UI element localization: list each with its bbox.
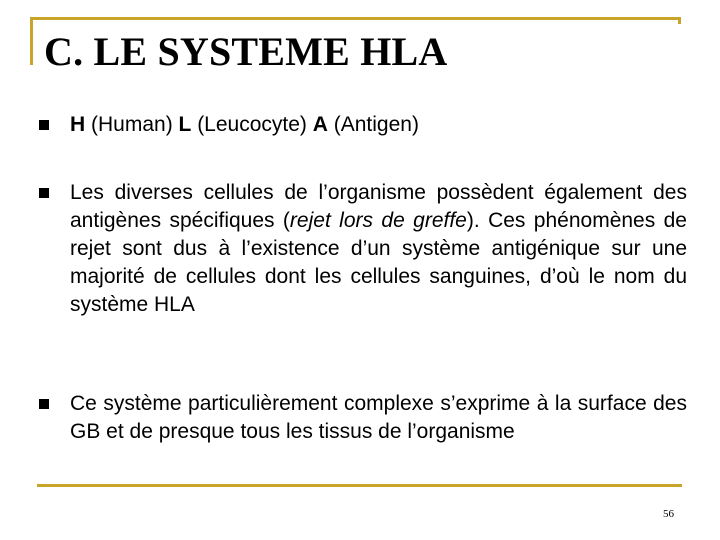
- bullet-antigens-text-start: Les diverses cellules de l’organisme possèdent également des antigènes spécifiques (: [70, 181, 687, 232]
- bullet-expression: [70, 390, 687, 446]
- bullet-antigens-italic: rejet lors de greffe: [289, 209, 467, 232]
- word-human: (Human): [85, 113, 179, 136]
- letter-l: L: [178, 113, 192, 136]
- square-bullet-icon: [39, 188, 49, 198]
- word-leucocyte: (Leucocyte): [191, 113, 313, 136]
- footer-rule: [37, 484, 682, 487]
- word-antigen: (Antigen): [327, 113, 419, 136]
- square-bullet-icon: [39, 120, 49, 130]
- bullet-expression-text: Ce système particulièrement complexe s’exprime à la surface des GB et de presque tous les tissus de l’organisme: [70, 392, 687, 443]
- bullet-hla-acronym: [70, 111, 687, 139]
- bullet-antigens: [70, 179, 687, 319]
- slide-title: C. LE SYSTEME HLA: [44, 29, 448, 74]
- page-number: 56: [663, 508, 674, 520]
- letter-h: H: [70, 113, 86, 136]
- letter-a: A: [312, 113, 328, 136]
- bullet-antigens-text-end: ). Ces phénomènes de rejet sont dus à l’existence d’un système antigénique sur une majorité de cellules dont les cellules sanguines, d’où le nom du système HLA: [70, 209, 687, 316]
- square-bullet-icon: [39, 399, 49, 409]
